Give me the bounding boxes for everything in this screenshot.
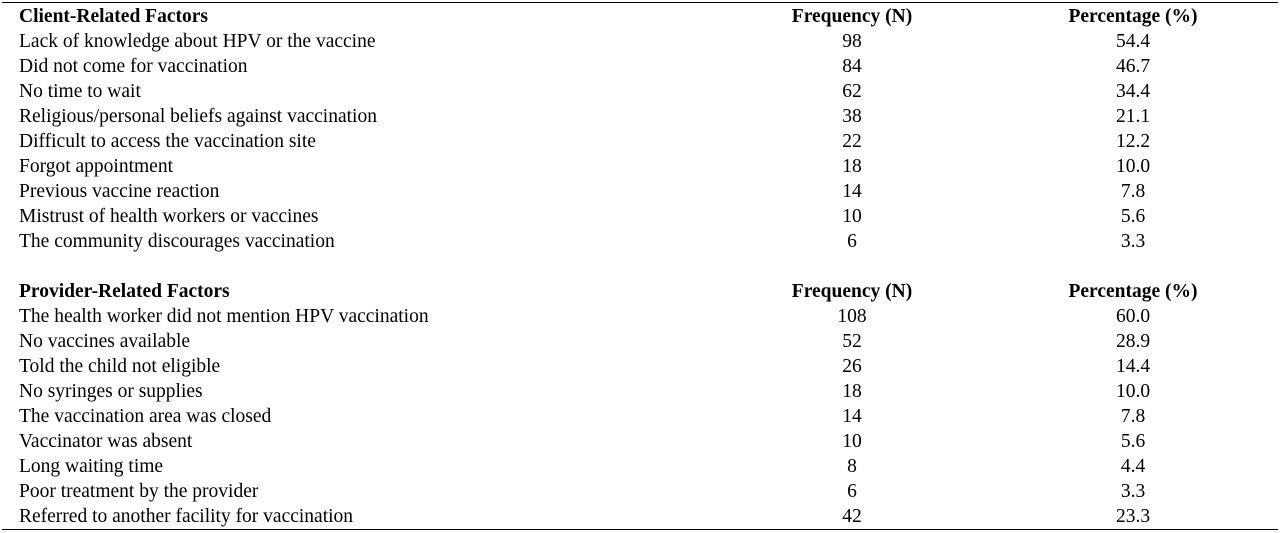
table-row (0, 104, 1280, 129)
table-row (0, 204, 1280, 229)
factor-cell: Forgot appointment (19, 156, 174, 177)
table-row (0, 229, 1280, 254)
factor-cell: No syringes or supplies (19, 381, 203, 402)
factor-cell: Poor treatment by the provider (19, 481, 259, 502)
frequency-cell: 108 (837, 306, 867, 327)
percentage-cell: 3.3 (1120, 481, 1146, 502)
percentage-cell: 54.4 (1115, 31, 1151, 52)
frequency-cell: 14 (842, 406, 862, 427)
percentage-cell: 23.3 (1115, 506, 1151, 527)
header-frequency: Frequency (N) (791, 6, 913, 27)
frequency-cell: 18 (842, 156, 862, 177)
percentage-cell: 3.3 (1120, 231, 1146, 252)
table-row (0, 504, 1280, 529)
frequency-cell: 38 (842, 106, 862, 127)
factor-cell: The health worker did not mention HPV vaccination (19, 306, 429, 327)
header-factor: Provider-Related Factors (19, 281, 230, 302)
percentage-cell: 4.4 (1120, 456, 1146, 477)
table-row (0, 329, 1280, 354)
frequency-cell: 22 (842, 131, 862, 152)
factor-cell: Difficult to access the vaccination site (19, 131, 316, 152)
percentage-cell: 10.0 (1115, 381, 1151, 402)
table-bottom-rule (2, 529, 1278, 530)
percentage-cell: 5.6 (1120, 206, 1146, 227)
frequency-cell: 6 (847, 231, 857, 252)
frequency-cell: 6 (847, 481, 857, 502)
factor-cell: Mistrust of health workers or vaccines (19, 206, 319, 227)
frequency-cell: 42 (842, 506, 862, 527)
table-row (0, 54, 1280, 79)
table-row (0, 79, 1280, 104)
table-top-rule (2, 2, 1278, 3)
header-percentage: Percentage (%) (1068, 6, 1198, 27)
frequency-cell: 14 (842, 181, 862, 202)
header-factor: Client-Related Factors (19, 6, 208, 27)
factor-cell: No vaccines available (19, 331, 191, 352)
factor-cell: The community discourages vaccination (19, 231, 335, 252)
header-frequency: Frequency (N) (791, 281, 913, 302)
frequency-cell: 26 (842, 356, 862, 377)
percentage-cell: 14.4 (1115, 356, 1151, 377)
factor-cell: Referred to another facility for vaccination (19, 506, 354, 527)
client-factors-table (0, 4, 1280, 254)
frequency-cell: 8 (847, 456, 857, 477)
percentage-cell: 28.9 (1115, 331, 1151, 352)
percentage-cell: 5.6 (1120, 431, 1146, 452)
factor-cell: Did not come for vaccination (19, 56, 248, 77)
percentage-cell: 21.1 (1115, 106, 1151, 127)
percentage-cell: 12.2 (1115, 131, 1151, 152)
table-row (0, 354, 1280, 379)
percentage-cell: 46.7 (1115, 56, 1151, 77)
frequency-cell: 10 (842, 431, 862, 452)
provider-factors-table (0, 279, 1280, 529)
factor-cell: Long waiting time (19, 456, 164, 477)
percentage-cell: 60.0 (1115, 306, 1151, 327)
factor-cell: No time to wait (19, 81, 141, 102)
frequency-cell: 98 (842, 31, 862, 52)
header-percentage: Percentage (%) (1068, 281, 1198, 302)
frequency-cell: 84 (842, 56, 862, 77)
frequency-cell: 18 (842, 381, 862, 402)
percentage-cell: 10.0 (1115, 156, 1151, 177)
table-row (0, 454, 1280, 479)
table-row (0, 429, 1280, 454)
factor-cell: Told the child not eligible (19, 356, 221, 377)
table-row (0, 404, 1280, 429)
factor-cell: The vaccination area was closed (19, 406, 272, 427)
table-row (0, 379, 1280, 404)
table-row (0, 154, 1280, 179)
factor-cell: Vaccinator was absent (19, 431, 193, 452)
table-header-row (0, 279, 1280, 304)
frequency-cell: 52 (842, 331, 862, 352)
percentage-cell: 7.8 (1120, 406, 1146, 427)
table-row (0, 179, 1280, 204)
frequency-cell: 62 (842, 81, 862, 102)
frequency-cell: 10 (842, 206, 862, 227)
factor-cell: Lack of knowledge about HPV or the vaccine (19, 31, 376, 52)
table-header-row (0, 4, 1280, 29)
table-row (0, 129, 1280, 154)
factor-cell: Religious/personal beliefs against vaccination (19, 106, 377, 127)
percentage-cell: 34.4 (1115, 81, 1151, 102)
table-row (0, 29, 1280, 54)
percentage-cell: 7.8 (1120, 181, 1146, 202)
table-row (0, 304, 1280, 329)
table-row (0, 479, 1280, 504)
factor-cell: Previous vaccine reaction (19, 181, 220, 202)
